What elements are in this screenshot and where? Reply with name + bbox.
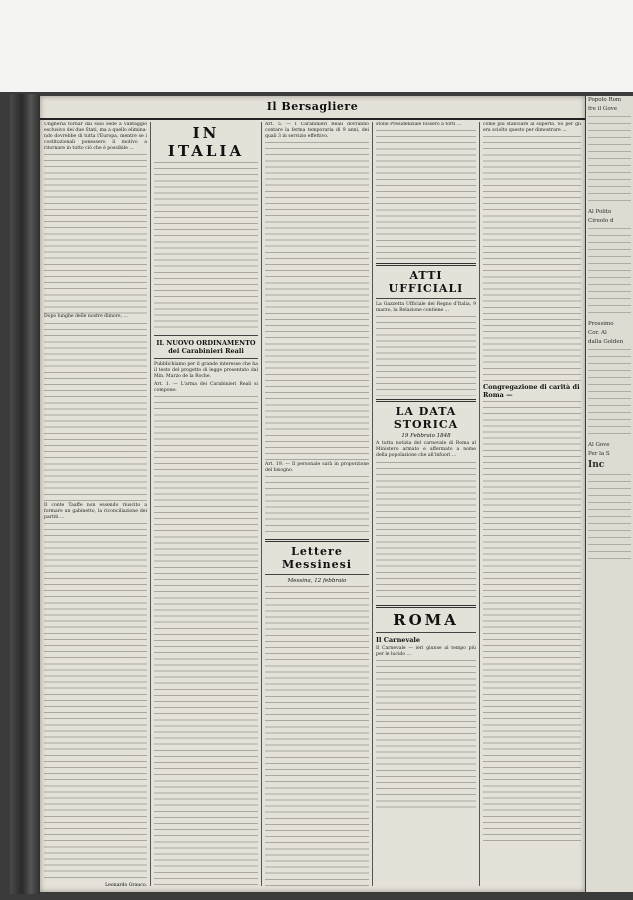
fragment-text: dalla Golden — [588, 339, 624, 345]
separator — [376, 399, 476, 402]
column-3 — [265, 122, 369, 886]
col2-paragraph: Pubblichiamo per il grande interesse che ha il testo del progetto di legge presentato dal Min. Marzo de la Roche. — [154, 362, 258, 380]
text-block — [376, 462, 476, 602]
text-block — [483, 401, 581, 841]
column-divider — [261, 122, 262, 886]
column-divider — [150, 122, 151, 886]
fragment-text: Popolo Rom — [588, 97, 622, 103]
separator — [154, 358, 258, 359]
section-heading: ROMA — [393, 610, 459, 629]
column-1 — [44, 122, 147, 886]
article-heading: IL NUOVO ORDINAMENTO dei Carabinieri Reali — [156, 339, 256, 355]
fragment-text: Al Gove — [588, 442, 610, 448]
scan-margin-top — [0, 0, 633, 92]
col4-paragraph: La Gazzetta Ufficiale del Regno d'Italia, 9 marzo, la Relazione contiene ... — [376, 302, 476, 314]
section-heading: IN ITALIA — [167, 124, 245, 160]
fragment-text: Al Polito — [588, 209, 612, 215]
adjacent-page-edge — [586, 96, 633, 892]
author-signature: Leonardo Grauco. — [105, 882, 147, 886]
col4-paragraph: A tutta notizia del carnevale di Roma al Ministero armato e affermato a nome della popolazione che all'infuori ... — [376, 441, 476, 459]
fragment-text: Cireolo d — [588, 218, 614, 224]
column-2 — [154, 122, 258, 886]
date-line: 19 Febbraio 1848 — [401, 433, 451, 440]
column-divider — [372, 122, 373, 886]
article-heading: Congregazione di carità di Roma — — [483, 383, 580, 400]
text-block — [265, 586, 369, 886]
separator — [376, 605, 476, 608]
col4-paragraph: stone Presidenziale fossero a torti ... — [376, 122, 462, 127]
text-block — [588, 228, 631, 318]
column-5 — [483, 122, 581, 886]
text-block — [154, 396, 258, 886]
book-binding — [10, 94, 40, 894]
fragment-heading: Inc — [588, 460, 605, 470]
newspaper-page — [40, 96, 585, 892]
newspaper-title: Il Bersagliere — [266, 100, 359, 113]
section-heading: ATTI UFFICIALI — [388, 269, 464, 296]
column-divider — [479, 122, 480, 886]
fragment-text: Prossimo — [588, 321, 614, 327]
col1-paragraph: Il conte Taaffe non essendo riuscito a formare un gabinetto, la riconciliazione dei partiti ... — [44, 502, 147, 520]
fragment-text: fre il Gove — [588, 106, 618, 112]
col3-paragraph: Art. 19. — Il personale sarà in proporzione del bisogno. — [265, 462, 369, 474]
fragment-text: Cor. Al — [588, 330, 607, 336]
text-block — [265, 476, 369, 536]
fragment-text: Per la S — [588, 451, 610, 457]
separator — [376, 632, 476, 633]
text-block — [376, 130, 476, 260]
col3-paragraph: Art. 5. — I Carabinieri Reali dovranno contare la ferma temporaria di 9 anni, dei quali 3 in servizio effettivo. — [265, 122, 369, 140]
text-block — [44, 323, 147, 503]
text-block — [376, 316, 476, 396]
section-heading: LA DATA STORICA — [393, 405, 459, 432]
col1-paragraph: Ungheria tornar dai suoi sede a vantaggio esclusivo dei due Stati, ma a quello elimina-ndo dovrebbe di tutta l'Europa, mentre se i costituzionali ponessero il motivo a ritornare in tutto ciò che è possibile ... — [44, 122, 147, 152]
text-block — [588, 349, 631, 439]
separator — [376, 298, 476, 299]
col4-paragraph: Il Carnevale — ieri giunse al tempo più per le lucido ... — [376, 645, 476, 657]
text-block — [154, 162, 258, 332]
text-block — [588, 116, 631, 206]
col2-paragraph: Art. 1. — L'arma dei Carabinieri Reali si compone: — [154, 382, 258, 394]
column-4 — [376, 122, 476, 886]
text-block — [44, 154, 147, 314]
col1-paragraph: Dopo lunghe delle nostre dimore, ... — [44, 314, 128, 320]
article-heading: Il Carnevale — [376, 635, 421, 644]
article-heading: Lettere Messinesi — [281, 545, 353, 572]
masthead — [40, 96, 585, 120]
separator — [154, 335, 258, 336]
dateline: Messina, 12 febbraio — [287, 578, 347, 585]
separator — [265, 539, 369, 542]
text-block — [483, 136, 581, 381]
text-block — [376, 660, 476, 810]
separator — [265, 574, 369, 575]
col5-paragraph: come più stanciare al superto. So per gli era sciolto questo per dimostrare ... — [483, 122, 581, 134]
separator — [376, 263, 476, 266]
text-block — [265, 142, 369, 462]
text-block — [588, 474, 631, 564]
text-block — [44, 523, 147, 883]
